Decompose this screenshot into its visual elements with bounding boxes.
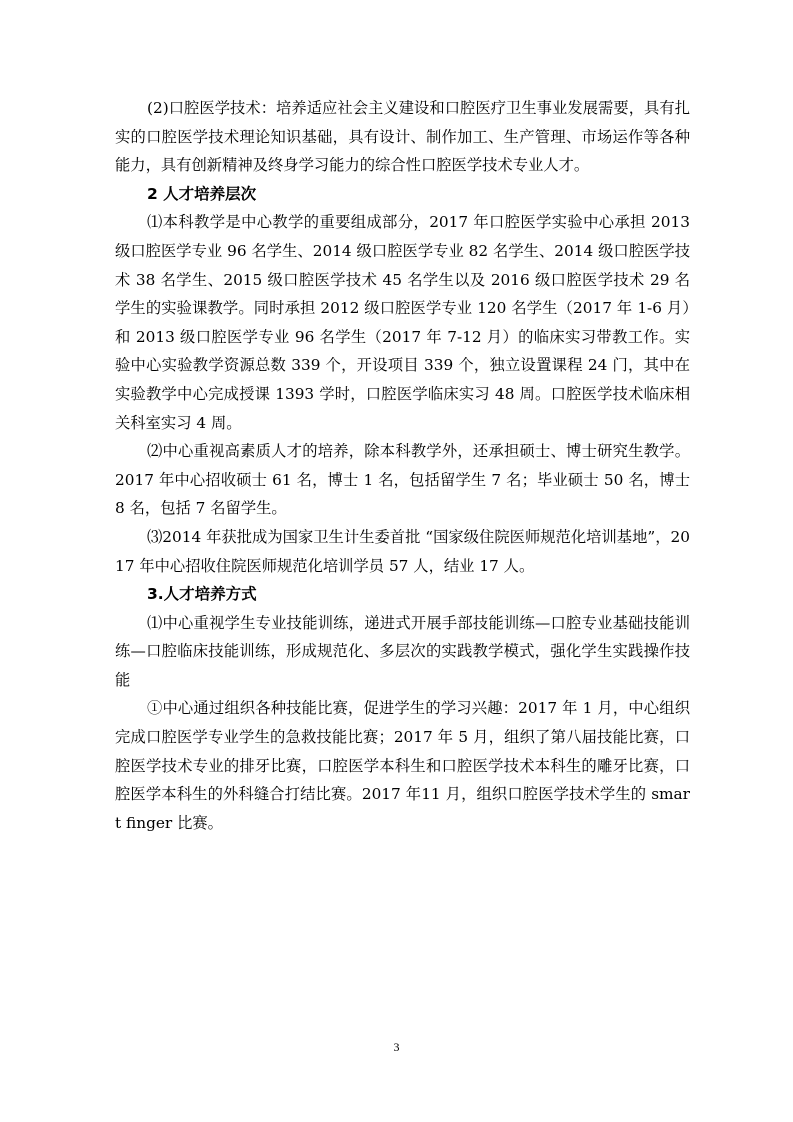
section-heading-talent-levels: 2 人才培养层次 [147,184,257,203]
page-body [115,94,690,837]
paragraph-graduate-teaching: ⑵中心重视高素质人才的培养，除本科教学外，还承担硕士、博士研究生教学。2017 年中心招收硕士 61 名，博士 1 名，包括留学生 7 名；毕业硕士 50 名，博士 8 名，包括 7 名留学生。 [115,442,690,518]
paragraph-skill-competitions: ①中心通过组织各种技能比赛，促进学生的学习兴趣：2017 年 1 月，中心组织完成口腔医学专业学生的急救技能比赛；2017 年 5 月，组织了第八届技能比赛，口腔医学技术专业的排牙比赛，口腔医学本科生和口腔医学技术本科生的雕牙比赛，口腔医学本科生的外科缝合打结比赛。2017 年11 月，组织口腔医学技术学生的 smart finger 比赛。 [115,699,690,832]
paragraph-skill-training: ⑴中心重视学生专业技能训练，递进式开展手部技能训练—口腔专业基础技能训练—口腔临床技能训练，形成规范化、多层次的实践教学模式，强化学生实践操作技能 [115,613,690,689]
paragraph-undergraduate-teaching: ⑴本科教学是中心教学的重要组成部分，2017 年口腔医学实验中心承担 2013 级口腔医学专业 96 名学生、2014 级口腔医学专业 82 名学生、2014 级口腔医学技术 38 名学生、2015 级口腔医学技术 45 名学生以及 2016 级口腔医学技术 29 名学生的实验课教学。同时承担 2012 级口腔医学专业 120 名学生（2017 年 1-6 月）和 2013 级口腔医学专业 96 名学生（2017 年 7-12 月）的临床实习带教工作。实验中心实验教学资源总数 339 个，开设项目 339 个，独立设置课程 24 门，其中在实验教学中心完成授课 1393 学时，口腔医学临床实习 48 周。口腔医学技术临床相关科室实习 4 周。 [115,213,690,432]
page-number: 3 [393,1040,400,1054]
section-heading-training-methods: 3.人才培养方式 [147,585,257,604]
paragraph-dental-technology-goal: (2)口腔医学技术：培养适应社会主义建设和口腔医疗卫生事业发展需要，具有扎实的口腔医学技术理论知识基础，具有设计、制作加工、生产管理、市场运作等各种能力，具有创新精神及终身学习能力的综合性口腔医学技术专业人才。 [115,99,690,175]
paragraph-residency-training: ⑶2014 年获批成为国家卫生计生委首批 “国家级住院医师规范化培训基地”，2017 年中心招收住院医师规范化培训学员 57 人，结业 17 人。 [115,527,690,575]
